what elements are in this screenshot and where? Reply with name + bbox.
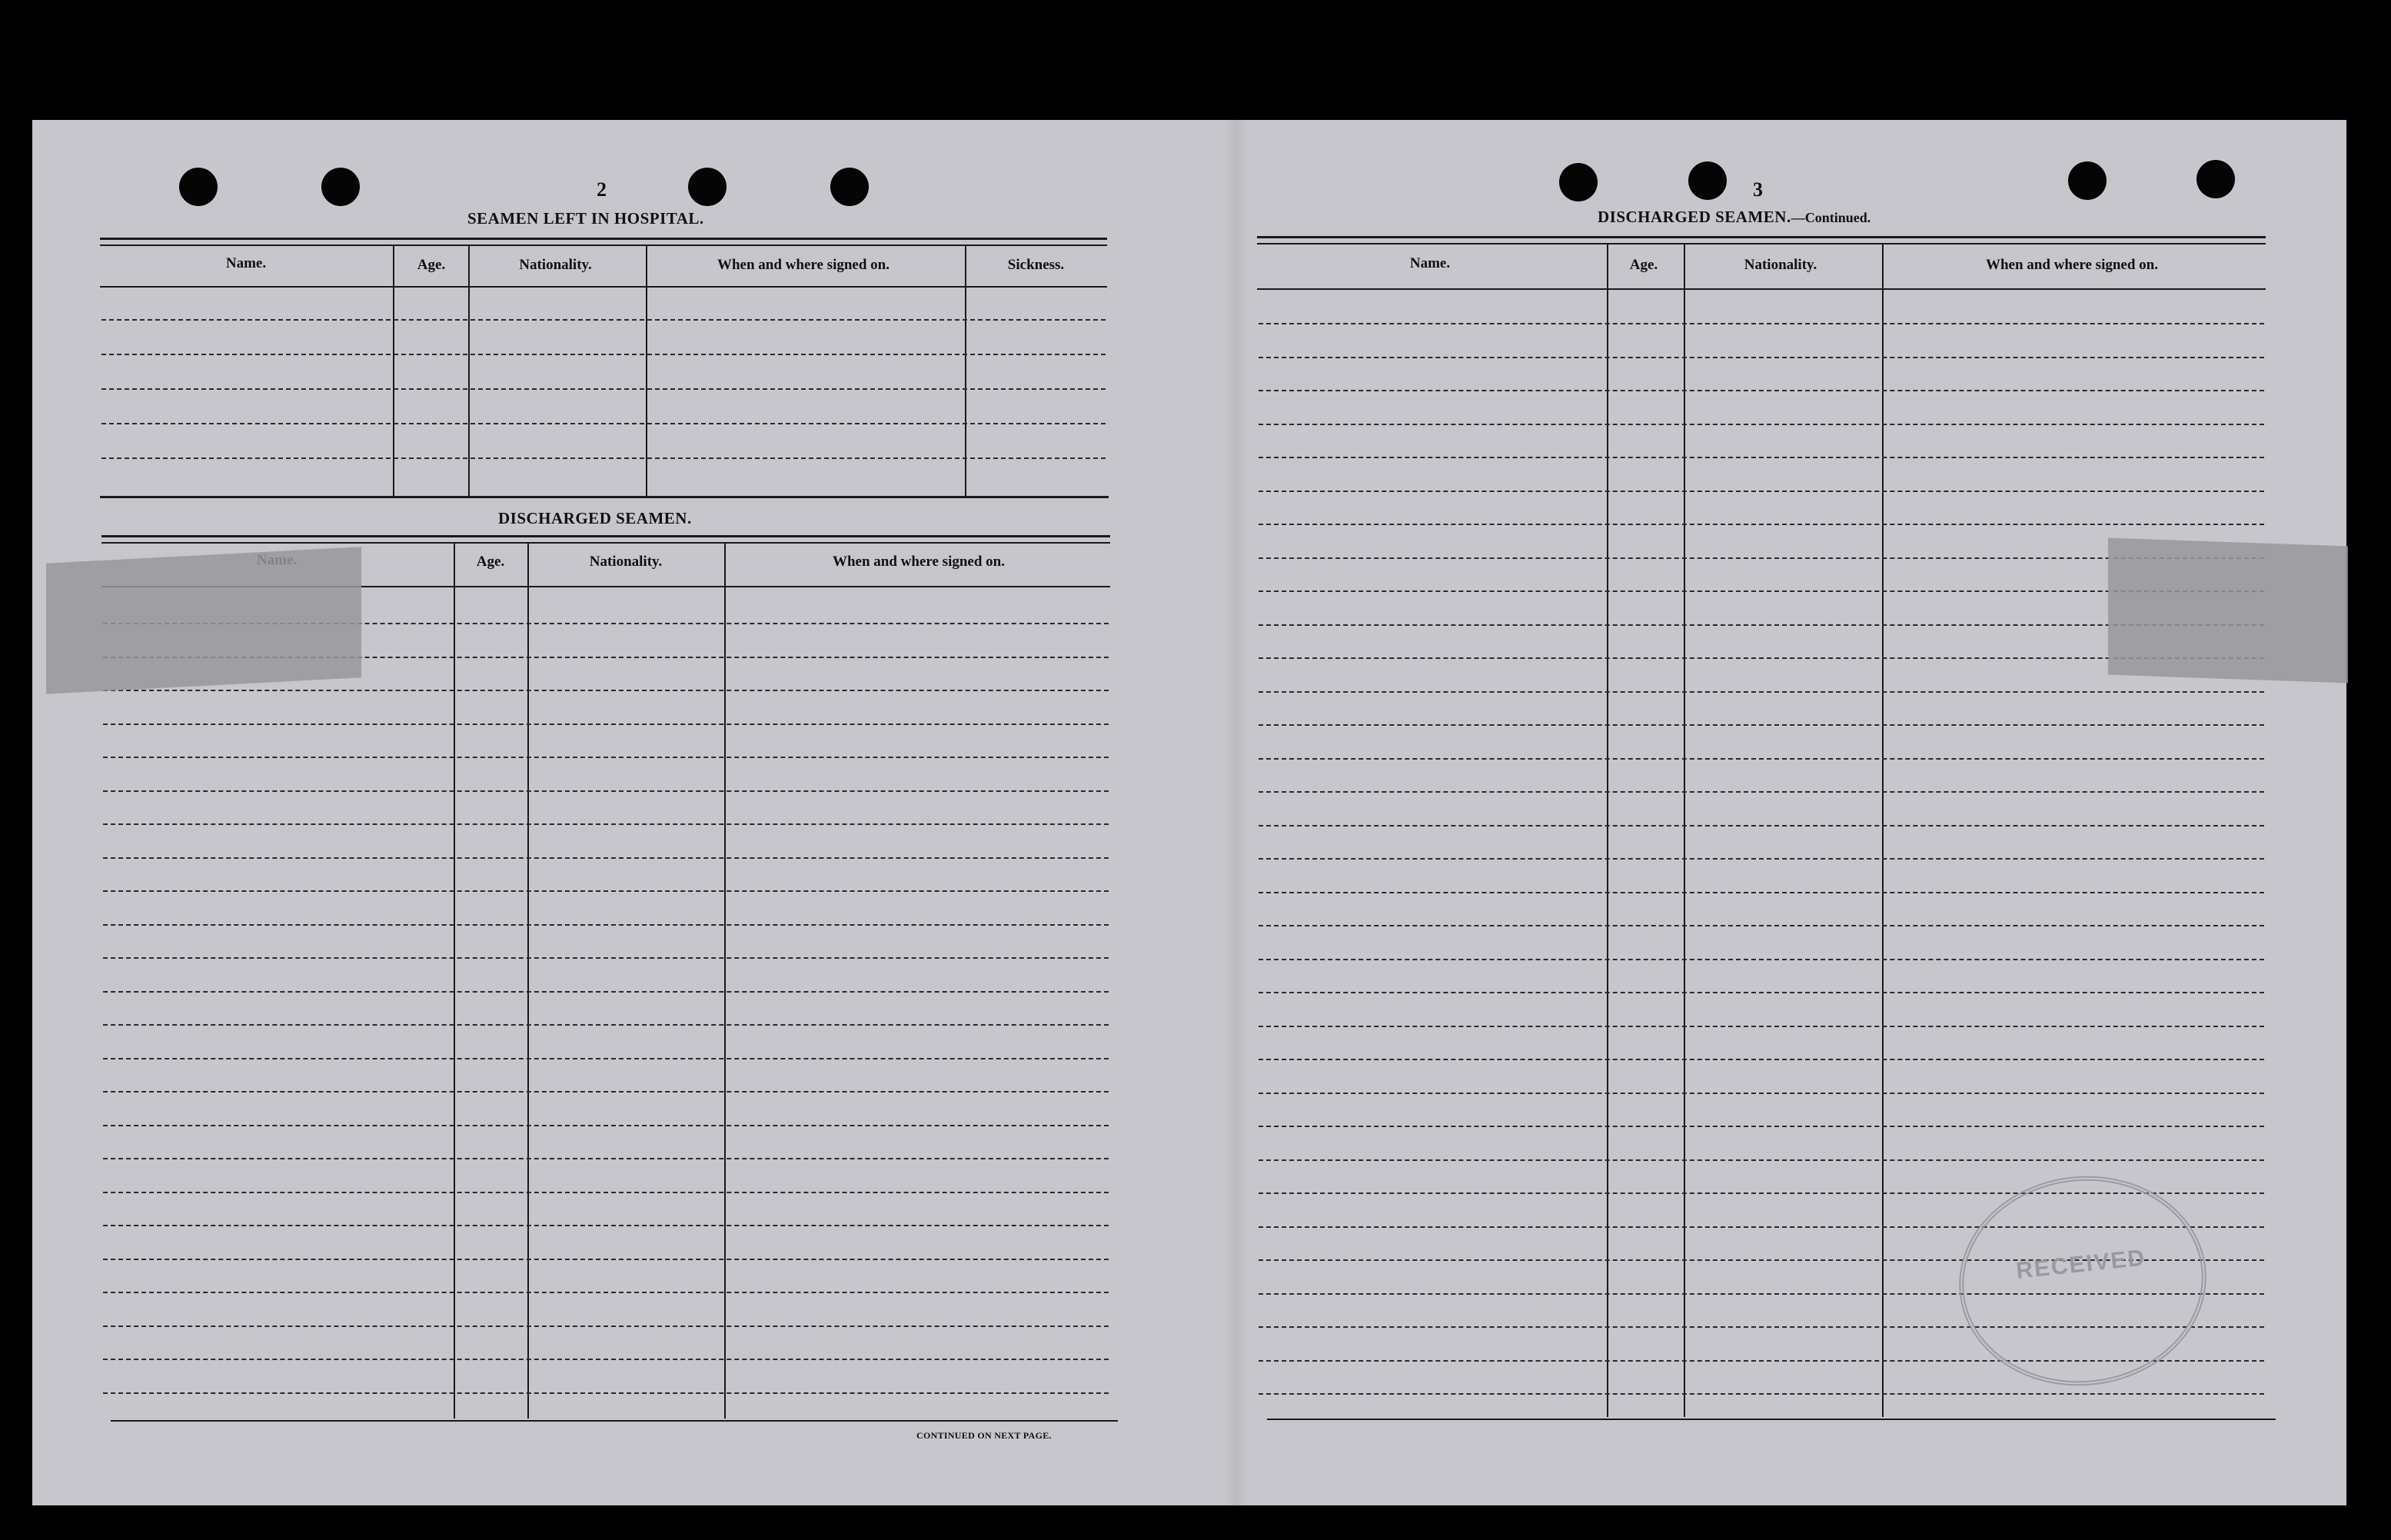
table-rule	[1267, 1419, 2276, 1420]
entry-line	[1259, 858, 2264, 860]
entry-line	[103, 823, 1109, 825]
entry-line	[101, 354, 1106, 355]
column-divider	[1882, 244, 1884, 1417]
column-divider	[1684, 244, 1685, 1417]
entry-line	[1259, 1026, 2264, 1027]
entry-line	[1259, 825, 2264, 827]
entry-line	[103, 1058, 1109, 1059]
entry-line	[1259, 1126, 2264, 1127]
column-divider	[454, 544, 455, 1419]
punch-hole	[1559, 163, 1598, 201]
tape-strip-right	[2108, 538, 2348, 684]
table-rule	[101, 535, 1110, 537]
entry-line	[103, 723, 1109, 725]
discharged-continued-title	[1598, 208, 1871, 227]
punch-hole	[688, 168, 727, 206]
entry-line	[103, 924, 1109, 926]
tape-strip-left	[46, 547, 361, 693]
discharged-section-title: DISCHARGED SEAMEN.	[498, 509, 692, 527]
entry-line	[103, 1325, 1109, 1327]
entry-line	[103, 1292, 1109, 1293]
entry-line	[1259, 925, 2264, 926]
hospital-col-name: Name.	[225, 255, 267, 271]
entry-line	[103, 1225, 1109, 1226]
entry-line	[103, 1392, 1109, 1394]
entry-line	[1259, 892, 2264, 893]
entry-line	[101, 319, 1106, 321]
left-page-number: 2	[597, 178, 607, 201]
entry-line	[1259, 992, 2264, 993]
entry-line	[1259, 1059, 2264, 1060]
discharged-continued-title-main: DISCHARGED SEAMEN.	[1598, 208, 1791, 226]
column-divider	[1607, 244, 1608, 1417]
hospital-col-nationality: Nationality.	[519, 257, 592, 273]
table-rule	[111, 1420, 1118, 1422]
continued-col-nationality: Nationality.	[1744, 257, 1817, 273]
entry-line	[1259, 959, 2264, 960]
discharged-col-when-where: When and where signed on.	[832, 554, 1005, 570]
entry-line	[103, 1192, 1109, 1193]
punch-hole	[830, 168, 869, 206]
entry-line	[1259, 1159, 2264, 1161]
discharged-col-nationality: Nationality.	[589, 554, 663, 570]
entry-line	[103, 957, 1109, 959]
entry-line	[103, 857, 1109, 859]
entry-line	[103, 1125, 1109, 1126]
entry-line	[103, 790, 1109, 792]
entry-line	[1259, 791, 2264, 793]
entry-line	[103, 1158, 1109, 1159]
stamp-label: RECEIVED	[2014, 1245, 2147, 1284]
entry-line	[1259, 424, 2264, 425]
punch-hole	[1688, 161, 1727, 200]
table-rule	[100, 244, 1107, 246]
entry-line	[1259, 691, 2264, 693]
entry-line	[103, 1024, 1109, 1026]
entry-line	[103, 890, 1109, 892]
hospital-col-sickness: Sickness.	[1007, 257, 1065, 273]
entry-line	[103, 757, 1109, 758]
entry-line	[1259, 323, 2264, 324]
entry-line	[103, 1091, 1109, 1093]
entry-line	[101, 388, 1106, 390]
discharged-col-age: Age.	[476, 554, 505, 570]
discharged-continued-title-suffix: —Continued.	[1791, 210, 1871, 225]
table-rule	[100, 286, 1107, 288]
punch-hole	[321, 168, 360, 206]
table-rule	[101, 542, 1110, 544]
entry-line	[103, 1259, 1109, 1260]
entry-line	[1259, 357, 2264, 358]
entry-line	[103, 1359, 1109, 1360]
entry-line	[103, 991, 1109, 993]
entry-line	[1259, 1393, 2264, 1395]
entry-line	[103, 690, 1109, 691]
page-fold	[1224, 120, 1247, 1505]
entry-line	[1259, 390, 2264, 391]
hospital-col-age: Age.	[417, 257, 446, 273]
table-rule	[1257, 288, 2266, 290]
entry-line	[1259, 524, 2264, 525]
continued-col-age: Age.	[1629, 257, 1658, 273]
punch-hole	[179, 168, 218, 206]
entry-line	[1259, 724, 2264, 726]
entry-line	[1259, 457, 2264, 458]
continued-footer: CONTINUED ON NEXT PAGE.	[916, 1430, 1052, 1441]
table-rule	[1257, 243, 2266, 244]
entry-line	[1259, 758, 2264, 760]
continued-col-name: Name.	[1409, 255, 1451, 271]
punch-hole	[2196, 160, 2235, 198]
right-page-number: 3	[1753, 178, 1763, 201]
table-rule	[1257, 236, 2266, 238]
column-divider	[724, 544, 726, 1419]
table-rule	[100, 238, 1107, 240]
entry-line	[101, 457, 1106, 459]
hospital-col-when-where: When and where signed on.	[717, 257, 890, 273]
hospital-section-title: SEAMEN LEFT IN HOSPITAL.	[467, 209, 704, 228]
punch-hole	[2068, 161, 2107, 200]
entry-line	[1259, 1093, 2264, 1094]
table-rule	[100, 496, 1109, 498]
entry-line	[1259, 491, 2264, 492]
column-divider	[527, 544, 529, 1419]
continued-col-when-where: When and where signed on.	[1985, 257, 2158, 273]
entry-line	[101, 423, 1106, 424]
